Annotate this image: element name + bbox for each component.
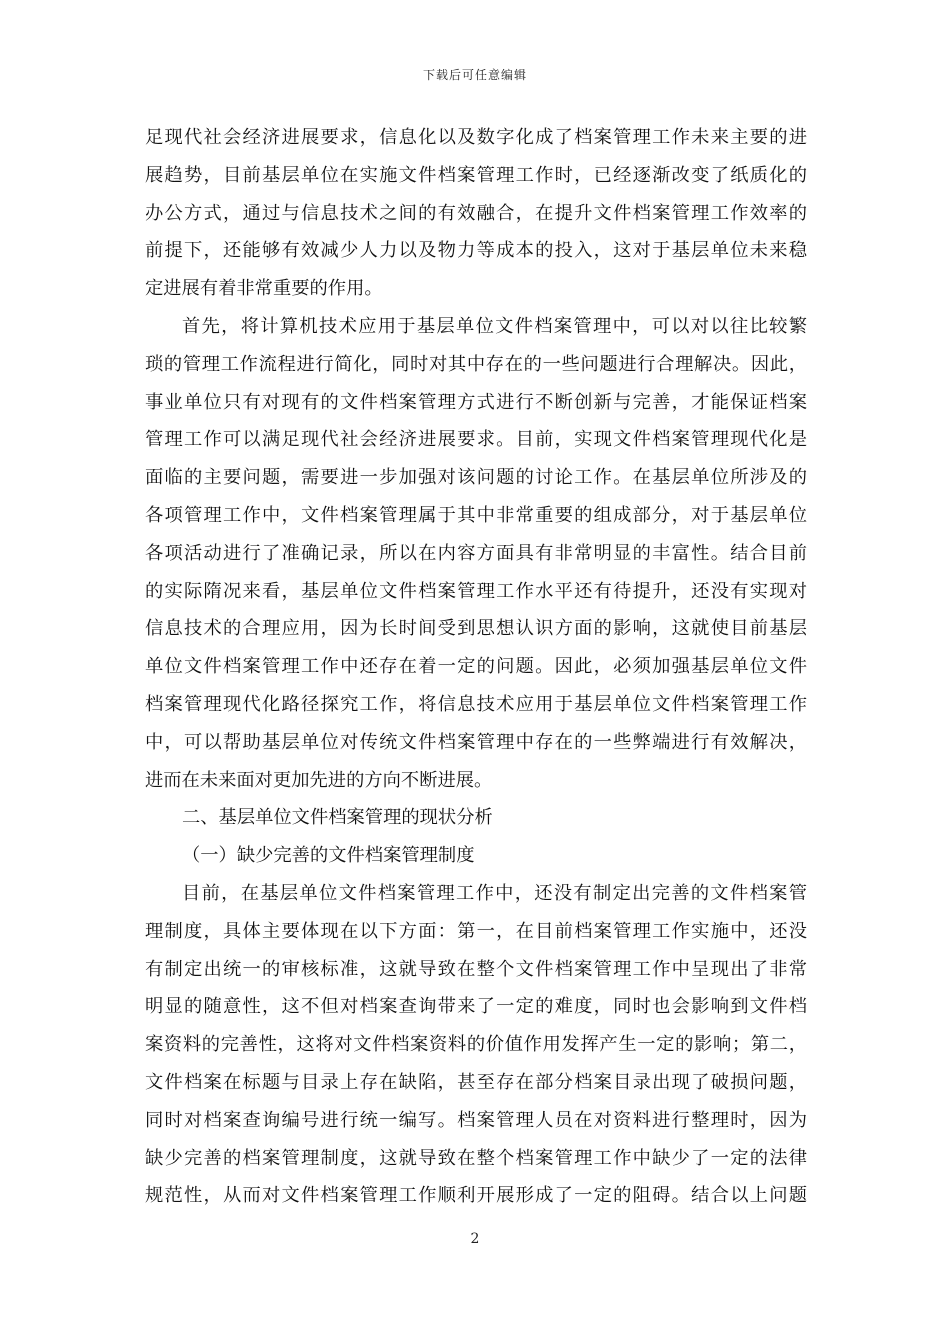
text-line: 的实际隋况来看，基层单位文件档案管理工作水平还有待提升，还没有实现对 [145,580,807,602]
body-text [145,119,807,1215]
text-line: 首先，将计算机技术应用于基层单位文件档案管理中，可以对以往比较繁 [182,315,807,337]
text-line: 进而在未来面对更加先进的方向不断进展。 [145,769,493,791]
text-line: 定进展有着非常重要的作用。 [145,278,383,300]
text-line: 信息技术的合理应用，因为长时间受到思想认识方面的影响，这就使目前基层 [145,618,807,640]
text-line: （一）缺少完善的文件档案管理制度 [182,845,475,867]
text-line: 足现代社会经济进展要求，信息化以及数字化成了档案管理工作未来主要的进 [145,127,807,148]
text-line: 明显的随意性，这不但对档案查询带来了一定的难度，同时也会影响到文件档 [145,996,807,1018]
text-line: 有制定出统一的审核标准，这就导致在整个文件档案管理工作中呈现出了非常 [145,958,807,980]
text-line: 同时对档案查询编号进行统一编写。档案管理人员在对资料进行整理时，因为 [145,1109,807,1131]
text-line: 办公方式，通过与信息技术之间的有效融合，在提升文件档案管理工作效率的 [145,202,807,224]
text-line: 各项活动进行了准确记录，所以在内容方面具有非常明显的丰富性。结合目前 [145,542,807,564]
text-line: 单位文件档案管理工作中还存在着一定的问题。因此，必须加强基层单位文件 [145,656,807,678]
text-line: 档案管理现代化路径探究工作，将信息技术应用于基层单位文件档案管理工作 [145,693,807,715]
text-line: 面临的主要问题，需要进一步加强对该问题的讨论工作。在基层单位所涉及的 [145,467,807,489]
text-line: 前提下，还能够有效减少人力以及物力等成本的投入，这对于基层单位未来稳 [145,240,807,262]
text-line: 二、基层单位文件档案管理的现状分析 [182,807,493,829]
text-line: 各项管理工作中，文件档案管理属于其中非常重要的组成部分，对于基层单位 [145,504,807,526]
text-line: 理制度，具体主要体现在以下方面：第一，在目前档案管理工作实施中，还没 [145,920,807,942]
text-line: 案资料的完善性，这将对文件档案资料的价值作用发挥产生一定的影响；第二， [145,1034,807,1056]
text-line: 中，可以帮助基层单位对传统文件档案管理中存在的一些弊端进行有效解决， [145,731,807,753]
text-line: 管理工作可以满足现代社会经济进展要求。目前，实现文件档案管理现代化是 [145,429,807,451]
text-line: 缺少完善的档案管理制度，这就导致在整个档案管理工作中缺少了一定的法律 [145,1147,807,1169]
text-line: 目前，在基层单位文件档案管理工作中，还没有制定出完善的文件档案管 [182,882,807,904]
text-line: 事业单位只有对现有的文件档案管理方式进行不断创新与完善，才能保证档案 [145,391,807,413]
text-line: 规范性，从而对文件档案管理工作顺利开展形成了一定的阻碍。结合以上问题 [145,1185,807,1207]
text-line: 文件档案在标题与目录上存在缺陷，甚至存在部分档案目录出现了破损问题， [145,1071,807,1093]
text-line: 琐的管理工作流程进行简化，同时对其中存在的一些问题进行合理解决。因此， [145,353,807,375]
page-header: 下载后可任意编辑 [422,68,527,82]
text-line: 展趋势，目前基层单位在实施文件档案管理工作时，已经逐渐改变了纸质化的 [145,164,807,186]
page-number: 2 [470,1231,480,1247]
